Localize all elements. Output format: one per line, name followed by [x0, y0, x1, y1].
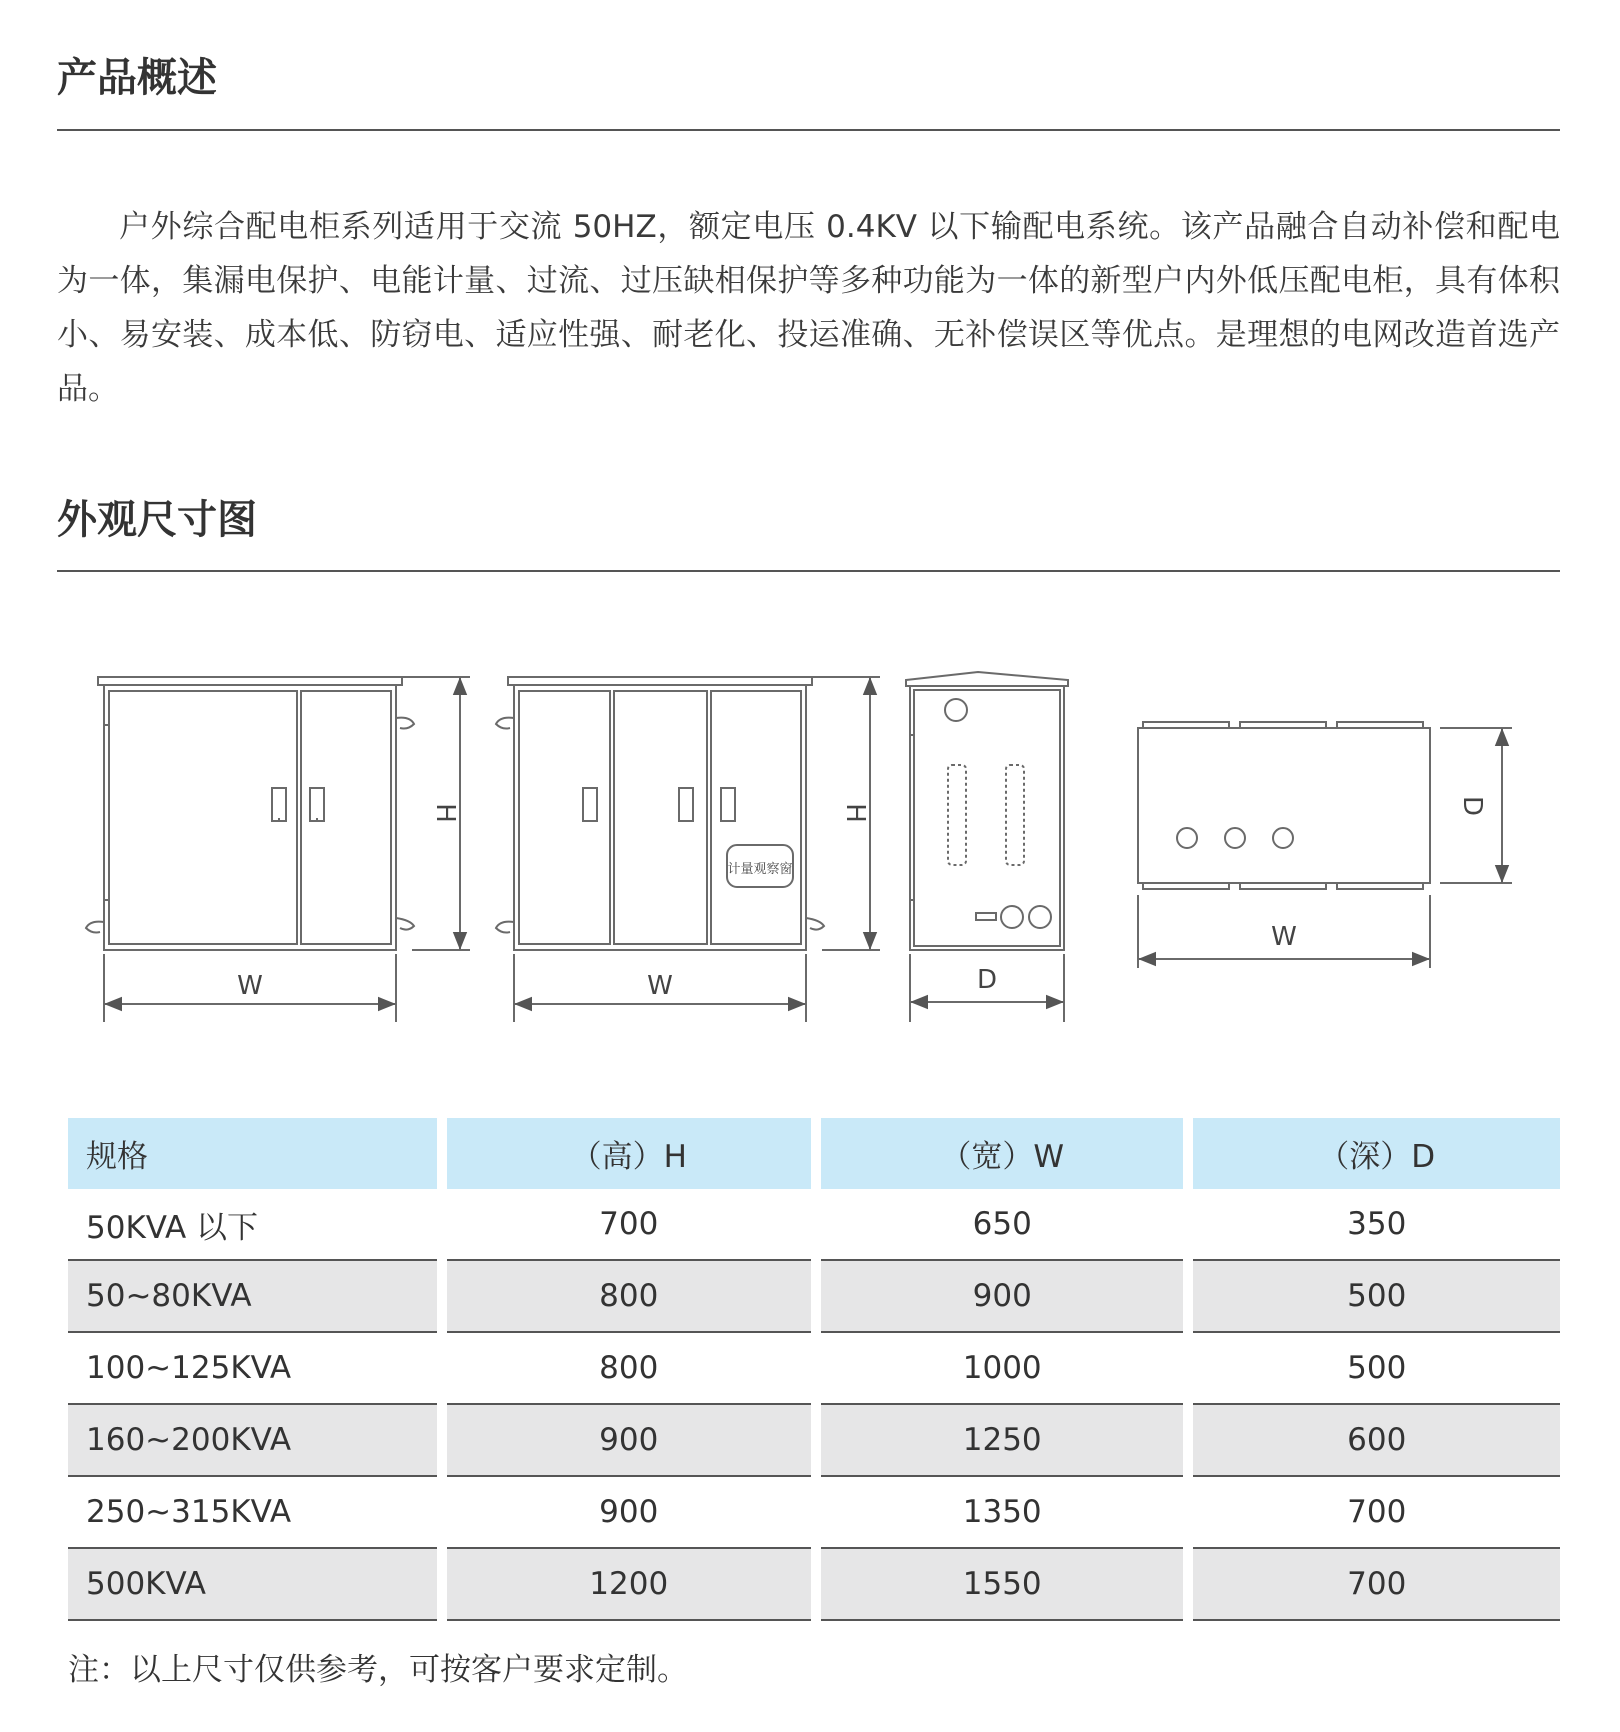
cell-width: 1250 — [821, 1405, 1183, 1477]
cell-spec: 160~200KVA — [68, 1405, 437, 1477]
table-row — [68, 1477, 1560, 1549]
spec-table — [58, 1118, 1570, 1621]
cell-depth: 350 — [1193, 1189, 1560, 1261]
cell-width: 1350 — [821, 1477, 1183, 1549]
cell-width: 1000 — [821, 1333, 1183, 1405]
table-header-row — [68, 1118, 1560, 1189]
table-row — [68, 1189, 1560, 1261]
cell-depth: 600 — [1193, 1405, 1560, 1477]
front-view-three-door — [496, 677, 824, 950]
table-note: 注：以上尺寸仅供参考，可按客户要求定制。 — [68, 1652, 688, 1688]
header-width: （宽）W — [821, 1118, 1183, 1189]
top-view — [1138, 722, 1430, 889]
cell-depth: 700 — [1193, 1549, 1560, 1621]
header-height: （高）H — [447, 1118, 811, 1189]
dimensions-title: 外观尺寸图 — [57, 497, 257, 543]
front-view-two-door — [86, 677, 414, 950]
cell-height: 800 — [447, 1261, 811, 1333]
cell-spec: 50~80KVA — [68, 1261, 437, 1333]
cell-height: 900 — [447, 1477, 811, 1549]
dimensions-divider — [57, 570, 1560, 572]
height-label-1: H — [430, 803, 460, 823]
cell-width: 650 — [821, 1189, 1183, 1261]
overview-divider — [57, 129, 1560, 131]
table-row — [68, 1261, 1560, 1333]
width-label-1: W — [237, 971, 263, 1001]
depth-label-top: D — [1457, 795, 1487, 817]
width-label-2: W — [647, 971, 673, 1001]
overview-text: 户外综合配电柜系列适用于交流 50HZ，额定电压 0.4KV 以下输配电系统。该产品融合自动补偿和配电为一体，集漏电保护、电能计量、过流、过压缺相保护等多种功能为一体的新型户内外低压配电柜，具有体积小、易安装、成本低、防窃电、适应性强、耐老化、投运准确、无补偿误区等优点。是理想的电网改造首选产品。 — [57, 209, 1560, 407]
cell-height: 1200 — [447, 1549, 811, 1621]
cell-spec: 100~125KVA — [68, 1333, 437, 1405]
cell-width: 900 — [821, 1261, 1183, 1333]
width-label-top: W — [1271, 922, 1297, 952]
cell-spec: 500KVA — [68, 1549, 437, 1621]
cell-depth: 700 — [1193, 1477, 1560, 1549]
header-spec: 规格 — [68, 1118, 437, 1189]
table-row — [68, 1549, 1560, 1621]
header-depth: （深）D — [1193, 1118, 1560, 1189]
meter-window-label: 计量观察窗 — [727, 862, 793, 877]
overview-title: 产品概述 — [57, 55, 217, 101]
cell-height: 700 — [447, 1189, 811, 1261]
cell-height: 900 — [447, 1405, 811, 1477]
dimension-drawing — [0, 650, 1620, 1050]
cell-width: 1550 — [821, 1549, 1183, 1621]
side-view — [906, 672, 1068, 950]
cell-height: 800 — [447, 1333, 811, 1405]
table-row — [68, 1405, 1560, 1477]
cell-depth: 500 — [1193, 1333, 1560, 1405]
height-label-2: H — [840, 803, 870, 823]
cell-spec: 250~315KVA — [68, 1477, 437, 1549]
cell-depth: 500 — [1193, 1261, 1560, 1333]
table-row — [68, 1333, 1560, 1405]
depth-label-side: D — [976, 965, 998, 995]
cell-spec: 50KVA 以下 — [68, 1189, 437, 1261]
